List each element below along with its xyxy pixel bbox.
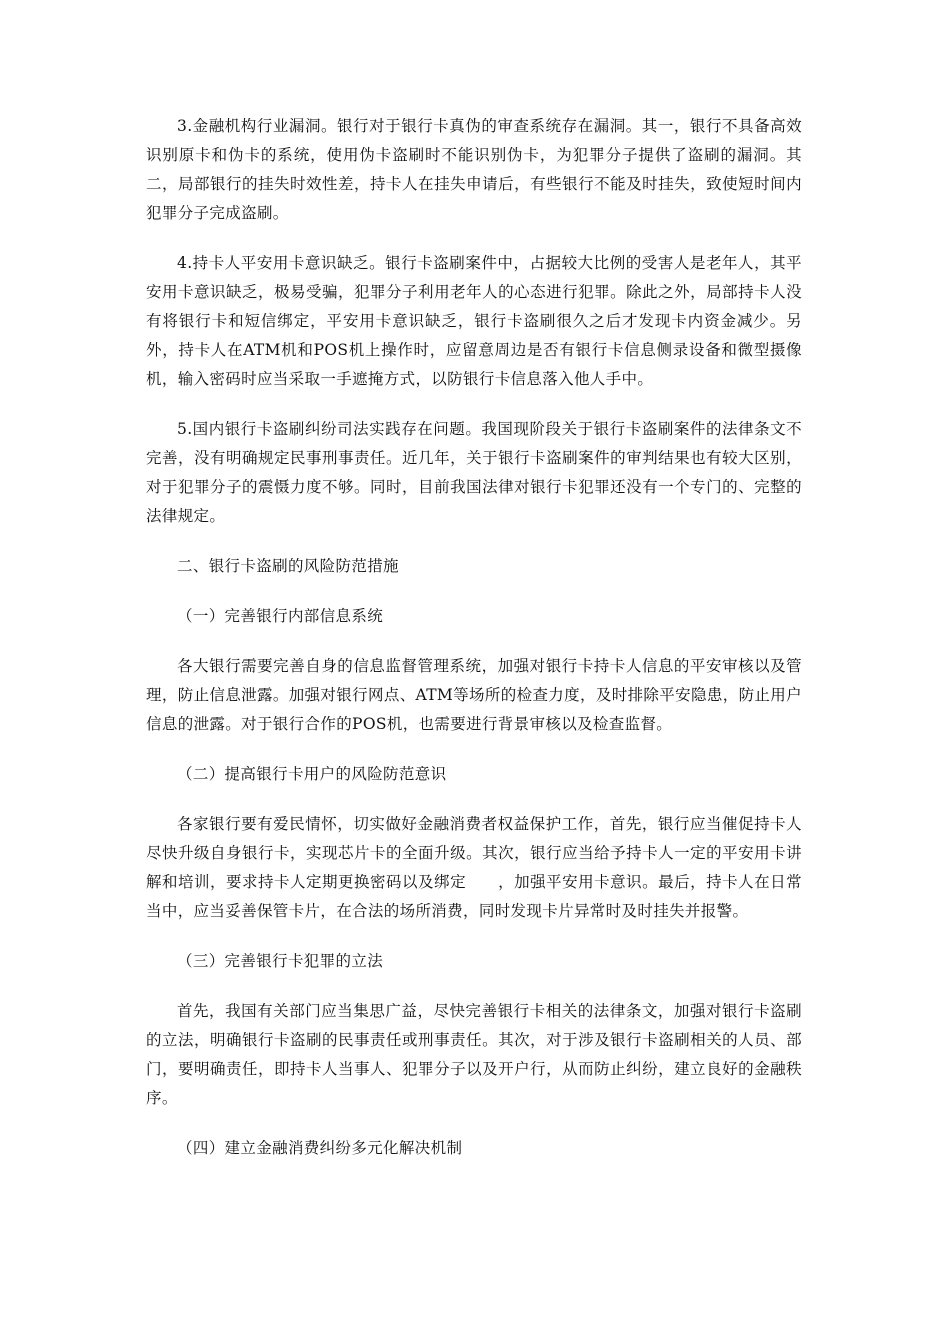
spacer	[146, 581, 802, 602]
spacer	[146, 739, 802, 760]
subheading-legislation: （三）完善银行卡犯罪的立法	[177, 952, 384, 970]
document-page	[146, 112, 802, 1163]
paragraph-user-awareness: 各家银行要有爱民情怀，切实做好金融消费者权益保护工作，首先，银行应当催促持卡人尽快升级自身银行卡，实现芯片卡的全面升级。其次，银行应当给予持卡人一定的平安用卡讲解和培训，要求持卡人定期更换密码以及绑定 ，加强平安用卡意识。最后，持卡人在日常当中，应当妥善保管卡片，在合法的场所消费，同时发现卡片异常时及时挂失并报警。	[146, 815, 802, 920]
spacer	[146, 789, 802, 810]
section-heading-risk-prevention: 二、银行卡盗刷的风险防范措施	[177, 557, 399, 575]
paragraph-financial-loophole: 3.金融机构行业漏洞。银行对于银行卡真伪的审查系统存在漏洞。其一，银行不具备高效识别原卡和伪卡的系统，使用伪卡盗刷时不能识别伪卡，为犯罪分子提供了盗刷的漏洞。其二，局部银行的挂失时效性差，持卡人在挂失申请后，有些银行不能及时挂失，致使短时间内犯罪分子完成盗刷。	[146, 117, 802, 222]
paragraph-cardholder-awareness: 4.持卡人平安用卡意识缺乏。银行卡盗刷案件中，占据较大比例的受害人是老年人，其平安用卡意识缺乏，极易受骗，犯罪分子利用老年人的心态进行犯罪。除此之外，局部持卡人没有将银行卡和短信绑定，平安用卡意识缺乏，银行卡盗刷很久之后才发现卡内资金减少。另外，持卡人在ATM机和POS机上操作时，应留意周边是否有银行卡信息侧录设备和微型摄像机，输入密码时应当采取一手遮掩方式，以防银行卡信息落入他人手中。	[146, 254, 802, 388]
subheading-internal-system: （一）完善银行内部信息系统	[177, 607, 384, 625]
spacer	[146, 1113, 802, 1134]
spacer	[146, 531, 802, 552]
spacer	[146, 228, 802, 249]
spacer	[146, 631, 802, 652]
paragraph-judicial-practice: 5.国内银行卡盗刷纠纷司法实践存在问题。我国现阶段关于银行卡盗刷案件的法律条文不完善，没有明确规定民事刑事责任。近几年，关于银行卡盗刷案件的审判结果也有较大区别，对于犯罪分子的震慑力度不够。同时，目前我国法律对银行卡犯罪还没有一个专门的、完整的法律规定。	[146, 420, 802, 525]
spacer	[146, 394, 802, 415]
spacer	[146, 926, 802, 947]
paragraph-internal-system: 各大银行需要完善自身的信息监督管理系统，加强对银行卡持卡人信息的平安审核以及管理，防止信息泄露。加强对银行网点、ATM等场所的检查力度，及时排除平安隐患，防止用户信息的泄露。对于银行合作的POS机，也需要进行背景审核以及检查监督。	[146, 657, 802, 733]
subheading-dispute-resolution: （四）建立金融消费纠纷多元化解决机制	[177, 1139, 463, 1157]
spacer	[146, 976, 802, 997]
paragraph-legislation: 首先，我国有关部门应当集思广益，尽快完善银行卡相关的法律条文，加强对银行卡盗刷的立法，明确银行卡盗刷的民事责任或刑事责任。其次，对于涉及银行卡盗刷相关的人员、部门，要明确责任，即持卡人当事人、犯罪分子以及开户行，从而防止纠纷，建立良好的金融秩序。	[146, 1002, 802, 1107]
subheading-user-awareness: （二）提高银行卡用户的风险防范意识	[177, 765, 447, 783]
